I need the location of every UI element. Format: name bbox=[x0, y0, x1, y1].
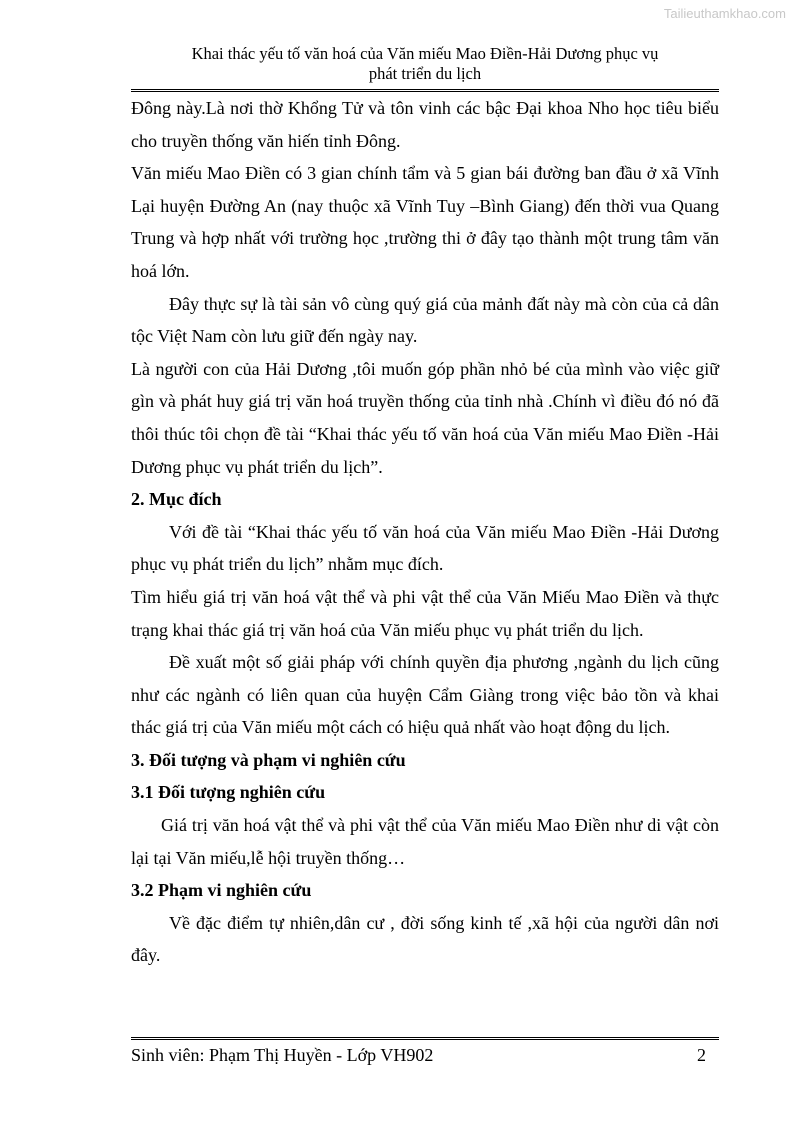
heading-doi-tuong: 3.1 Đối tượng nghiên cứu bbox=[131, 782, 326, 803]
paragraph-8: Giá trị văn hoá vật thể và phi vật thể của Văn miếu Mao Điền như di vật còn lại tại Văn miếu,lễ hội truyền thống… bbox=[131, 815, 719, 868]
page-number: 2 bbox=[697, 1045, 706, 1065]
heading-doi-tuong-pham-vi: 3. Đối tượng và phạm vi nghiên cứu bbox=[131, 749, 406, 770]
heading-muc-dich: 2. Mục đích bbox=[131, 489, 222, 510]
paragraph-1: Đông này.Là nơi thờ Khổng Tử và tôn vinh các bậc Đại khoa Nho học tiêu biểu cho truyền thống văn hiến tỉnh Đông. bbox=[131, 98, 719, 151]
paragraph-4: Là người con của Hải Dương ,tôi muốn góp phần nhỏ bé của mình vào việc giữ gìn và phát huy giá trị văn hoá truyền thống của tỉnh nhà .Chính vì điều đó nó đã thôi thúc tôi chọn đề tài “Khai thác yếu tố văn hoá của Văn miếu Mao Điền -Hải Dương phục vụ phát triển du lịch”. bbox=[131, 358, 719, 477]
heading-pham-vi: 3.2 Phạm vi nghiên cứu bbox=[131, 880, 312, 901]
watermark: Tailieuthamkhao.com bbox=[663, 6, 786, 21]
footer-author: Sinh viên: Phạm Thị Huyền - Lớp VH902 bbox=[131, 1045, 434, 1065]
header-line-1: Khai thác yếu tố văn hoá của Văn miếu Mao Điền-Hải Dương phục vụ bbox=[191, 44, 659, 63]
paragraph-9: Về đặc điểm tự nhiên,dân cư , đời sống kinh tế ,xã hội của người dân nơi đây. bbox=[131, 912, 719, 966]
paragraph-7: Đề xuất một số giải pháp với chính quyền địa phương ,ngành du lịch cũng như các ngành có liên quan của huyện Cẩm Giàng trong việc bảo tồn và khai thác giá trị của Văn miếu một cách có hiệu quả nhất vào hoạt động du lịch. bbox=[131, 652, 719, 738]
page-footer bbox=[131, 1043, 706, 1067]
paragraph-6: Tìm hiểu giá trị văn hoá vật thể và phi vật thể của Văn Miếu Mao Điền và thực trạng khai thác giá trị văn hoá của Văn miếu phục vụ phát triển du lịch. bbox=[131, 586, 719, 640]
paragraph-3: Đây thực sự là tài sản vô cùng quý giá của mảnh đất này mà còn của cả dân tộc Việt Nam còn lưu giữ đến ngày nay. bbox=[131, 293, 719, 347]
page-content bbox=[131, 92, 719, 972]
header-line-2: phát triển du lịch bbox=[368, 64, 482, 83]
page-header bbox=[131, 44, 719, 84]
paragraph-2: Văn miếu Mao Điền có 3 gian chính tẩm và 5 gian bái đường ban đầu ở xã Vĩnh Lại huyện Đường An (nay thuộc xã Vĩnh Tuy –Bình Giang) đến thời vua Quang Trung và hợp nhất với trường học ,trường thi ở đây tạo thành một trung tâm văn hoá lớn. bbox=[131, 163, 719, 281]
paragraph-5: Với đề tài “Khai thác yếu tố văn hoá của Văn miếu Mao Điền -Hải Dương phục vụ phát triển du lịch” nhằm mục đích. bbox=[131, 521, 719, 575]
footer-divider bbox=[131, 1037, 719, 1040]
